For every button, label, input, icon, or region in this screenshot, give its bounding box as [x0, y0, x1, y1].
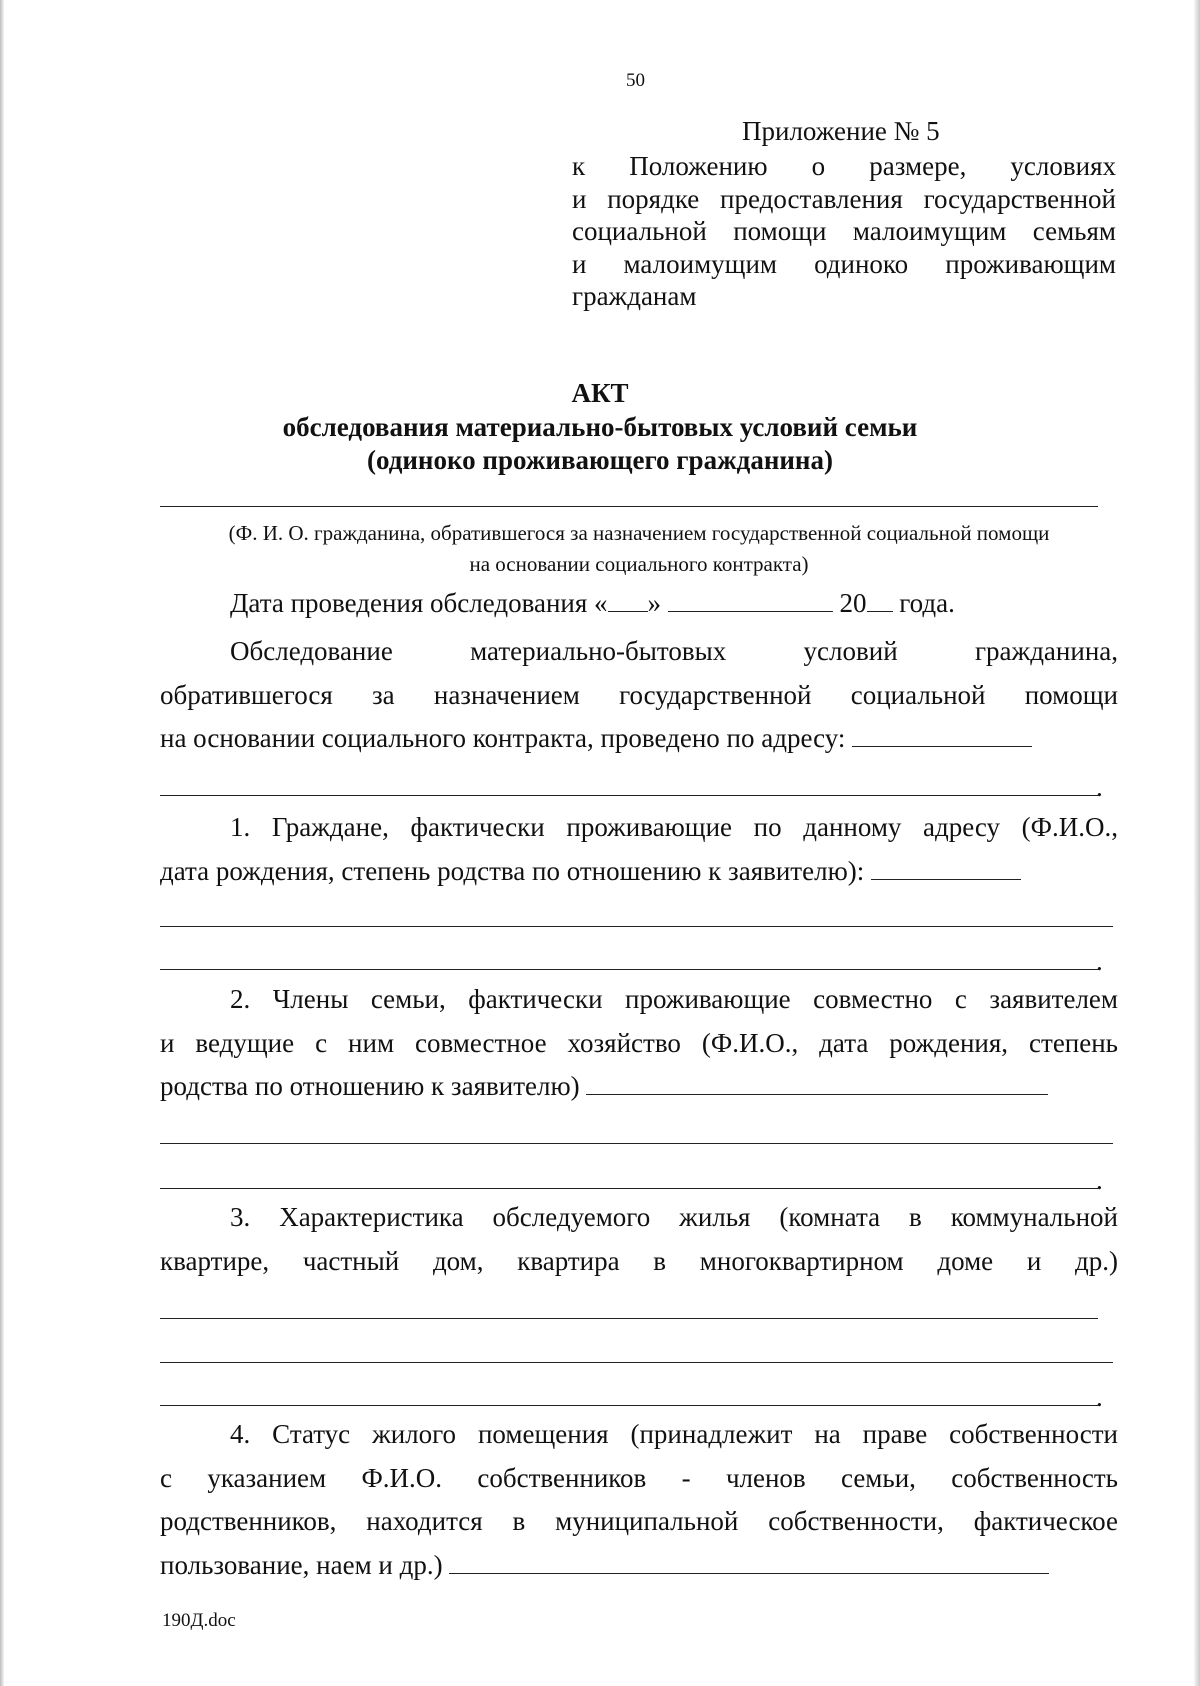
address-fill-line[interactable] [160, 795, 1098, 796]
line-end-period: . [1096, 1382, 1103, 1412]
item-1-fill-line[interactable] [160, 969, 1098, 970]
page-number: 50 [626, 70, 645, 91]
year-prefix: 20 [839, 588, 867, 618]
scan-edge-left [0, 0, 4, 1686]
item-1-label: дата рождения, степень родства по отношению к заявителю): [160, 855, 865, 886]
item-3-fill-line[interactable] [160, 1318, 1098, 1319]
item-3-housing-type [160, 1196, 1118, 1283]
paragraph-line: с указанием Ф.И.О. собственников - членов семьи, собственность [160, 1462, 1118, 1493]
date-suffix: года. [899, 588, 955, 618]
day-fill-field[interactable] [608, 589, 648, 612]
paragraph-line: 4. Статус жилого помещения (принадлежит на праве собственности [230, 1419, 1118, 1449]
item-3-fill-line[interactable] [160, 1405, 1098, 1406]
paragraph-line [160, 850, 1118, 894]
appendix-line: гражданам [572, 281, 697, 311]
act-subtitle-parenthetical: (одиноко проживающего гражданина) [367, 445, 833, 475]
line-end-period: . [1096, 946, 1103, 976]
item-2-label: родства по отношению к заявителю) [160, 1071, 580, 1101]
paragraph-line: квартире, частный дом, квартира в многоквартирном доме и др.) [160, 1245, 1118, 1276]
item-4-housing-status [160, 1413, 1118, 1587]
file-name-footer: 190Д.doc [162, 1610, 236, 1631]
item-4-fill-field[interactable] [449, 1551, 1049, 1574]
date-quote-close: » [647, 588, 662, 618]
paragraph-line: родственников, находится в муниципальной собственности, фактическое [160, 1506, 1118, 1536]
item-1-fill-field[interactable] [871, 857, 1021, 880]
inspection-date-line [230, 588, 955, 619]
address-fill-field[interactable] [852, 724, 1032, 747]
paragraph-line: 1. Граждане, фактически проживающие по данному адресу (Ф.И.О., [230, 812, 1118, 842]
item-2-fill-line[interactable] [160, 1143, 1113, 1144]
scan-edge-right [1194, 0, 1200, 1686]
appendix-line: к Положению о размере, условиях [572, 151, 1116, 181]
month-fill-field[interactable] [668, 589, 833, 612]
caption-line: (Ф. И. О. гражданина, обратившегося за назначением государственной социальной помощи [228, 521, 1050, 545]
appendix-line: социальной помощи малоимущим семьям [572, 216, 1116, 246]
name-field-caption [160, 518, 1118, 580]
paragraph-line: Обследование материально-бытовых условий гражданина, [230, 636, 1118, 666]
address-label: на основании социального контракта, проведено по адресу: [160, 723, 846, 753]
item-1-residents [160, 806, 1118, 893]
paragraph-line [160, 1544, 1118, 1588]
paragraph-line: 3. Характеристика обследуемого жилья (комната в коммунальной [230, 1202, 1118, 1232]
address-paragraph [160, 630, 1118, 761]
paragraph-line [160, 717, 1118, 761]
appendix-line: и порядке предоставления государственной [572, 183, 1116, 214]
appendix-reference [572, 150, 1116, 313]
act-subtitle: обследования материально-бытовых условий семьи [282, 412, 918, 442]
name-fill-line[interactable] [160, 506, 1098, 507]
item-2-fill-line[interactable] [160, 1188, 1098, 1189]
line-end-period: . [1096, 1165, 1103, 1195]
caption-line: на основании социального контракта) [469, 552, 809, 576]
paragraph-line: 2. Члены семьи, фактически проживающие совместно с заявителем [230, 984, 1118, 1014]
paragraph-line: обратившегося за назначением государственной социальной помощи [160, 679, 1118, 710]
appendix-title: Приложение № 5 [742, 116, 940, 146]
paragraph-line: и ведущие с ним совместное хозяйство (Ф.И.О., дата рождения, степень [160, 1027, 1118, 1058]
date-label: Дата проведения обследования « [230, 588, 608, 618]
item-3-fill-line[interactable] [160, 1362, 1113, 1363]
appendix-line: и малоимущим одиноко проживающим [572, 248, 1116, 279]
item-2-fill-field[interactable] [586, 1072, 1048, 1095]
line-end-period: . [1096, 772, 1103, 802]
paragraph-line [160, 1065, 1118, 1109]
year-fill-field[interactable] [867, 589, 893, 612]
item-2-family-members [160, 978, 1118, 1109]
item-1-fill-line[interactable] [160, 926, 1113, 927]
item-4-label: пользование, наем и др.) [160, 1549, 443, 1580]
act-title: АКТ [571, 378, 629, 408]
